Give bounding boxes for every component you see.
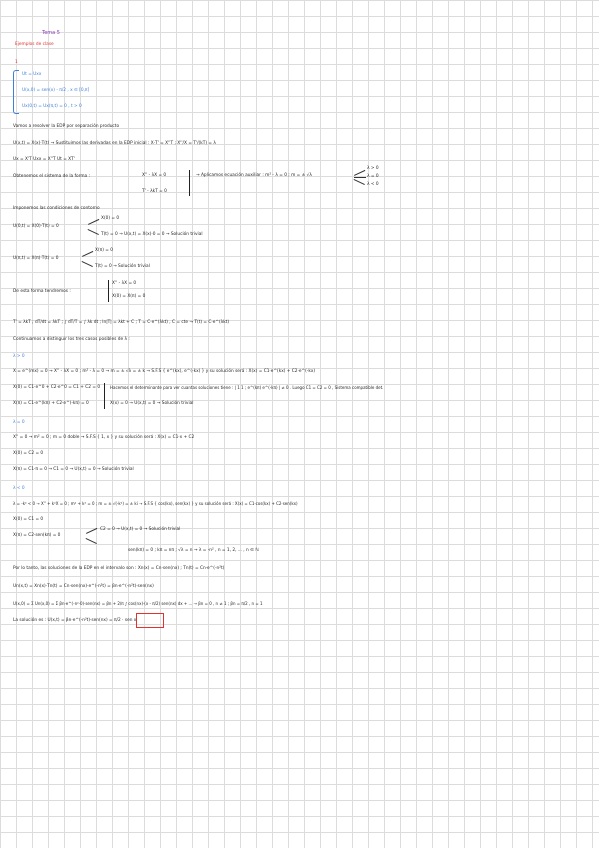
answer-box bbox=[136, 613, 164, 628]
equation: X(0) = X(π) = 0 bbox=[112, 294, 146, 299]
section-subtitle: Ejemplos de clase bbox=[15, 42, 54, 47]
branch-line bbox=[82, 251, 93, 257]
text-line: λ = -k² < 0 → X'' + k²X = 0 ; m² + k² = 0 ; m = ± √(-k²) = ± ki → S.F.S { cos(kx), sen(kx) } y su solución será : X(x) = C1·cos(kx) + C2·sen(kx) bbox=[13, 501, 298, 506]
text-line: U(0,t) = X(0)·T(t) = 0 bbox=[13, 224, 59, 229]
text-line: U(π,t) = X(π)·T(t) = 0 bbox=[13, 256, 59, 261]
branch-line bbox=[88, 229, 99, 235]
problem-brace bbox=[13, 70, 19, 114]
initial-condition: U(x,0) = sen(x) - π/2 , x ∈ [0,π] bbox=[22, 88, 90, 93]
final-solution: La solución es : U(x,t) = βn·e^(-n²t)·sen(nx) = π/2 · sen x bbox=[13, 618, 137, 623]
equation: T' - λkT = 0 bbox=[142, 189, 167, 194]
branch-line bbox=[354, 179, 365, 185]
page-title: Tema 5 bbox=[42, 30, 60, 36]
case-heading: λ > 0 bbox=[13, 354, 25, 359]
text-line: T(t) = 0 → Solución trivial bbox=[95, 264, 150, 269]
text-line: De esta forma tendremos : bbox=[13, 289, 71, 294]
text-line: Hacemos el determinante para ver cuantas soluciones tiene : | 1 1 ; e^(kπ) e^(-kπ) | ≠ 0 . Luego C1 = C2 = 0 , Sistema compatible det. bbox=[110, 385, 384, 390]
text-line: T(t) = 0 → U(x,t) = X(x)·0 = 0 → Solución trivial bbox=[101, 232, 203, 237]
system-bracket bbox=[104, 383, 105, 409]
equation: X(π) = C1·e^(kπ) + C2·e^(-kπ) = 0 bbox=[13, 401, 89, 406]
text-line: Obtenemos el sistema de la forma : bbox=[13, 174, 91, 179]
case-label: λ > 0 bbox=[367, 166, 379, 171]
text-line: X(0) = 0 bbox=[101, 216, 120, 221]
text-line: Vamos a resolver la EDP por separación producto bbox=[13, 124, 120, 129]
pde-equation: Ut = Uxx bbox=[22, 72, 42, 77]
text-line: X'' = 0 → m² = 0 ; m = 0 doble → S.F.S { 1, x } y su solución será : X(x) = C1·x + C2 bbox=[13, 435, 195, 440]
branch-line bbox=[86, 528, 97, 534]
text-line: Por lo tanto, las soluciones de la EDP en el intervalo son : Xn(x) = Cn·sen(nx) ; Tn(t) = Cn·e^(-n²t) bbox=[13, 566, 225, 571]
text-line: X(π) = 0 bbox=[95, 248, 113, 253]
text-line: X(0) = C2 = 0 bbox=[13, 451, 44, 456]
text-line: X(π) = C1·π = 0 → C1 = 0 → U(x,t) = 0 → Solución trivial bbox=[13, 467, 134, 472]
text-line: Un(x,t) = Xn(x)·Tn(t) = Cn·sen(nx)·e^(-n²t) = βn·e^(-n²t)·sen(nx) bbox=[13, 584, 154, 589]
text-line: X(0) = C1 = 0 bbox=[13, 517, 44, 522]
system-bracket bbox=[189, 170, 190, 196]
system-bracket bbox=[108, 280, 109, 302]
equation: X'' - λX = 0 bbox=[112, 281, 137, 286]
text-line: T' = λkT ; dT/dt = λkT ; ∫ dT/T = ∫ λk dt ; ln|T| = λkt + C ; T = C·e^(λkt) , C = cte → T(t) = C·e^(λkt) bbox=[13, 320, 230, 325]
text-line: Continuamos a distinguir los tres casos posibles de λ : bbox=[13, 337, 130, 342]
equation: X(0) = C1·e^0 + C2·e^0 = C1 + C2 = 0 bbox=[13, 385, 101, 390]
text-line: X = e^(mx) = 0 → X'' - λX = 0 ; m² - λ = 0 → m = ± √λ = ± k → S.F.S { e^(kx), e^(-kx) } y su solución será : X(x) = C1·e^(kx) + C2·e^(-kx) bbox=[13, 369, 316, 374]
text-line: X(x) = 0 → U(x,t) = 0 → Solución trivial bbox=[110, 401, 194, 406]
text-line: → Aplicamos ecuación auxiliar : m² - λ = 0 ; m = ± √λ bbox=[196, 173, 312, 178]
text-line: Ux = X'T Uxx = X''T Ut = XT' bbox=[13, 157, 75, 162]
text-line: Imponemos las condiciones de contorno bbox=[13, 206, 100, 211]
text-line: U(x,0) = Σ Un(x,0) = Σ βn·e^(-n²·0)·sen(nx) = βn + 2/π ∫ cos(nx)·(x - π/2) sen(nx) dx + ... → βn = 0 , n ≠ 1 ; βn = π/2 , n = 1 bbox=[13, 601, 263, 606]
text-line: sen(kπ) = 0 ; kπ = nπ ; √λ = n → λ = -n² , n = 1, 2, ... , n ∈ ℕ bbox=[128, 548, 259, 553]
case-heading: λ = 0 bbox=[13, 420, 25, 425]
equation: X'' - λX = 0 bbox=[142, 173, 167, 178]
branch-line bbox=[354, 177, 366, 178]
item-number: 1 bbox=[15, 60, 18, 65]
boundary-condition: Ux(0,t) = Ux(π,t) = 0 , t > 0 bbox=[22, 104, 82, 109]
text-line: C2 = 0 → U(x,t) = 0 → Solución trivial bbox=[100, 527, 181, 532]
branch-line bbox=[86, 538, 97, 544]
branch-line bbox=[82, 261, 93, 267]
branch-line bbox=[88, 219, 99, 225]
text-line: X(π) = C2·sen(kπ) = 0 bbox=[13, 533, 61, 538]
text-line: U(x,t) = X(x)·T(t) → Sustituimos las derivadas en la EDP inicial : X·T' = X''T ; X''/X = T'/(kT) = λ bbox=[13, 141, 216, 146]
case-label: λ < 0 bbox=[367, 182, 379, 187]
case-label: λ = 0 bbox=[367, 174, 379, 179]
case-heading: λ < 0 bbox=[13, 486, 25, 491]
branch-line bbox=[354, 170, 365, 176]
